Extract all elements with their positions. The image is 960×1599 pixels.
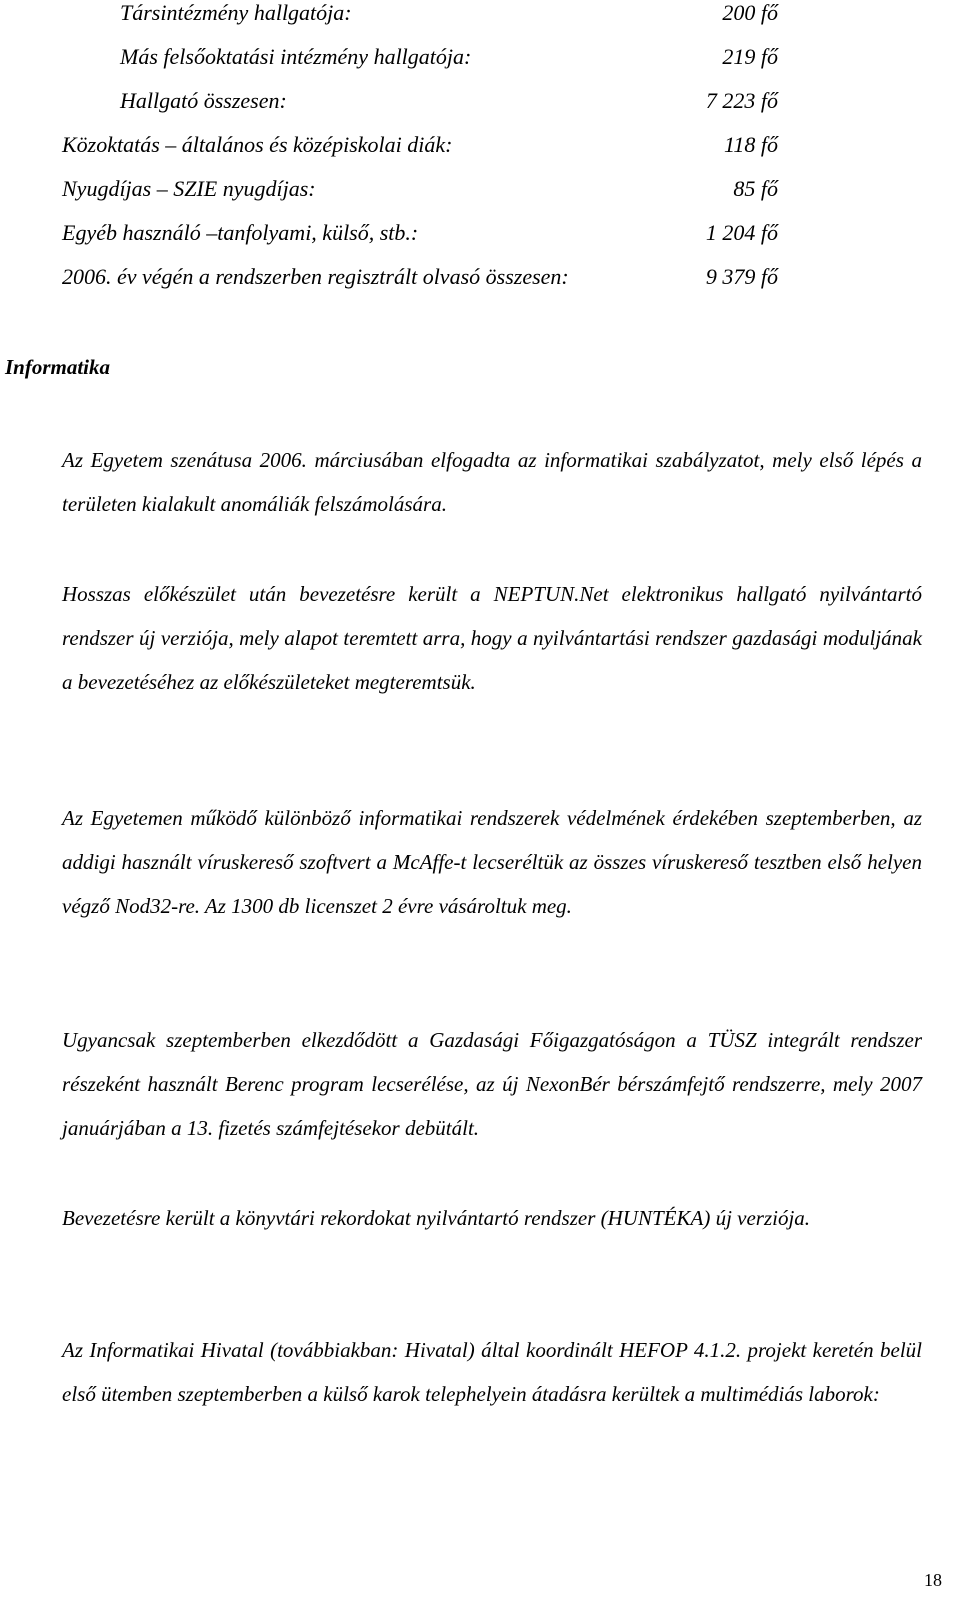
paragraph: Az Informatikai Hivatal (továbbiakban: Hivatal) által koordinált HEFOP 4.1.2. projekt keretén belül első ütemben szeptemberben a külső karok telephelyein átadásra kerültek a multimédiás laborok: (62, 1338, 922, 1406)
section-heading: Informatika (5, 355, 111, 379)
stat-value: 118 fő (724, 132, 778, 157)
stat-value: 7 223 fő (705, 88, 778, 113)
stat-label: 2006. év végén a rendszerben regisztrált olvasó összesen: (62, 264, 569, 289)
paragraph: Hosszas előkészület után bevezetésre került a NEPTUN.Net elektronikus hallgató nyilvántartó rendszer új verziója, mely alapot teremtett arra, hogy a nyilvántartási rendszer gazdasági moduljának a bevezetéséhez az előkészületeket megteremtsük. (62, 582, 922, 694)
stat-label: Hallgató összesen: (120, 88, 287, 113)
stat-value: 200 fő (722, 0, 778, 25)
stat-value: 85 fő (733, 176, 778, 201)
paragraph: Ugyancsak szeptemberben elkezdődött a Gazdasági Főigazgatóságon a TÜSZ integrált rendszer részeként használt Berenc program lecserélése, az új NexonBér bérszámfejtő rendszerre, mely 2007 januárjában a 13. fizetés számfejtésekor debütált. (62, 1028, 922, 1140)
page-number: 18 (924, 1570, 942, 1590)
paragraph: Az Egyetemen működő különböző informatikai rendszerek védelmének érdekében szeptemberben, az addigi használt víruskereső szoftvert a McAffe-t lecseréltük az összes víruskereső tesztben első helyen végző Nod32-re. Az 1300 db licenszet 2 évre vásároltuk meg. (62, 806, 922, 918)
stat-value: 219 fő (722, 44, 778, 69)
stat-value: 9 379 fő (705, 264, 778, 289)
stat-label: Társintézmény hallgatója: (120, 0, 352, 25)
stat-value: 1 204 fő (705, 220, 778, 245)
stat-label: Nyugdíjas – SZIE nyugdíjas: (62, 176, 316, 201)
stat-label: Egyéb használó –tanfolyami, külső, stb.: (62, 220, 419, 245)
stat-label: Közoktatás – általános és középiskolai diák: (62, 132, 453, 157)
paragraph: Bevezetésre került a könyvtári rekordokat nyilvántartó rendszer (HUNTÉKA) új verziója. (62, 1206, 811, 1230)
stat-label: Más felsőoktatási intézmény hallgatója: (120, 44, 472, 69)
paragraph: Az Egyetem szenátusa 2006. márciusában elfogadta az informatikai szabályzatot, mely első lépés a területen kialakult anomáliák felszámolására. (62, 448, 922, 516)
